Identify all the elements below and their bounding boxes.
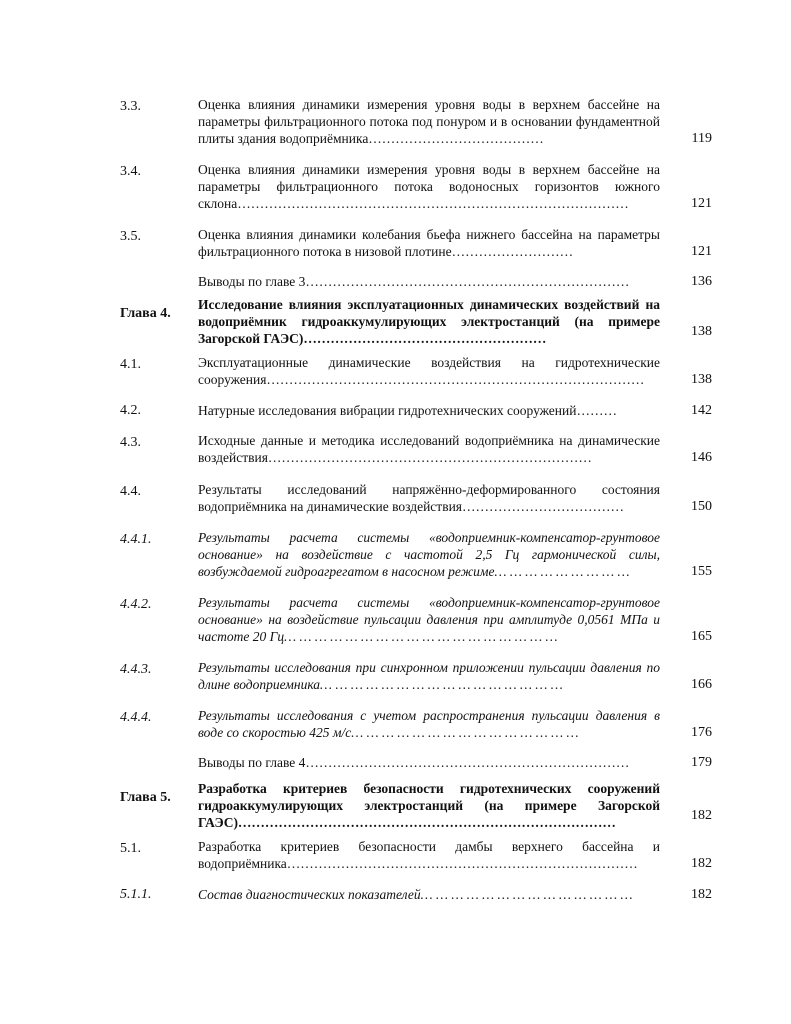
section-title: Результаты расчета системы «водоприемник-компенсатор-грунтовое основание» на воздействие с частотой 2,5 Гц гармонической силы, возбуждаемой гидроагрегатом в насосном режиме… … … … … … … … … (198, 530, 660, 579)
section-number: 4.4.3. (120, 662, 152, 677)
page-number: 155 (691, 564, 712, 579)
page-number: 121 (691, 196, 712, 211)
page-number: 142 (691, 403, 712, 418)
section-number: 4.2. (120, 403, 141, 418)
page-number: 138 (691, 324, 712, 339)
section-title: Эксплуатационные динамические воздействия на гидротехнические сооружения………………………………………………………………………… (198, 355, 660, 387)
section-number: 3.5. (120, 229, 141, 244)
page-number: 165 (691, 629, 712, 644)
page-number: 136 (691, 274, 712, 289)
section-number: 3.4. (120, 164, 141, 179)
page-number: 176 (691, 725, 712, 740)
section-number: 4.4.1. (120, 532, 152, 547)
section-number: 4.3. (120, 435, 141, 450)
page-number: 138 (691, 372, 712, 387)
section-title: Оценка влияния динамики колебания бьефа нижнего бассейна на параметры фильтрационного потока в низовой плотине……………………… (198, 227, 660, 259)
page-number: 119 (691, 131, 712, 146)
section-number: 3.3. (120, 99, 141, 114)
section-number: 5.1.1. (120, 887, 152, 902)
page-number: 166 (691, 677, 712, 692)
page-number: 179 (691, 755, 712, 770)
page-number: 146 (691, 450, 712, 465)
section-title: Выводы по главе 4……………………………………………………………… (198, 755, 630, 770)
section-number: 4.4. (120, 484, 141, 499)
chapter-title: Разработка критериев безопасности гидротехнических сооружений гидроаккумулирующих электростанций (на примере Загорской ГАЭС)………………………………………………………………………… (198, 781, 660, 830)
chapter-number: Глава 5. (120, 790, 171, 805)
section-title: Выводы по главе 3……………………………………………………………… (198, 274, 630, 289)
section-number: 4.4.4. (120, 710, 152, 725)
section-title: Оценка влияния динамики измерения уровня воды в верхнем бассейне на параметры фильтрационного потока водоносных горизонтов южного склона…………………………………………………………………………… (198, 162, 660, 211)
chapter-number: Глава 4. (120, 306, 171, 321)
section-title: Натурные исследования вибрации гидротехнических сооружений……… (198, 403, 617, 418)
chapter-title: Исследование влияния эксплуатационных динамических воздействий на водоприёмник гидроаккумулирующих электростанций (на примере Загорской ГАЭС)……………………………………………… (198, 297, 660, 346)
section-number: 4.1. (120, 357, 141, 372)
section-title: Разработка критериев безопасности дамбы верхнего бассейна и водоприёмника…………………………………………………………………… (198, 839, 660, 871)
page-number: 150 (691, 499, 712, 514)
section-title: Состав диагностических показателей… … … … … … … … … … … … … … (198, 887, 633, 902)
section-title: Результаты исследования с учетом распространения пульсации давления в воде со скоростью 425 м/с… … … … … … … … … … … … … … … (198, 708, 660, 740)
section-title: Результаты исследования при синхронном приложении пульсации давления по длине водоприемника… … … … … … … … … … … … … … … … (198, 660, 660, 692)
section-title: Оценка влияния динамики измерения уровня воды в верхнем бассейне на параметры фильтрационного потока под понуром и в основании фундаментной плиты здания водоприёмника………………………………… (198, 97, 660, 146)
page-number: 182 (691, 856, 712, 871)
page-number: 182 (691, 887, 712, 902)
section-title: Результаты исследований напряжённо-деформированного состояния водоприёмника на динамические воздействия……………………………… (198, 482, 660, 514)
section-title: Исходные данные и методика исследований водоприёмника на динамические воздействия……………………………………………………………… (198, 433, 660, 465)
section-title: Результаты расчета системы «водоприемник-компенсатор-грунтовое основание» на воздействие пульсации давления при амплитуде 0,0561 МПа и частоте 20 Гц… … … … … … … … … … … … … … … … … … (198, 595, 660, 644)
section-number: 5.1. (120, 841, 141, 856)
section-number: 4.4.2. (120, 597, 152, 612)
page-number: 121 (691, 244, 712, 259)
page-number: 182 (691, 808, 712, 823)
